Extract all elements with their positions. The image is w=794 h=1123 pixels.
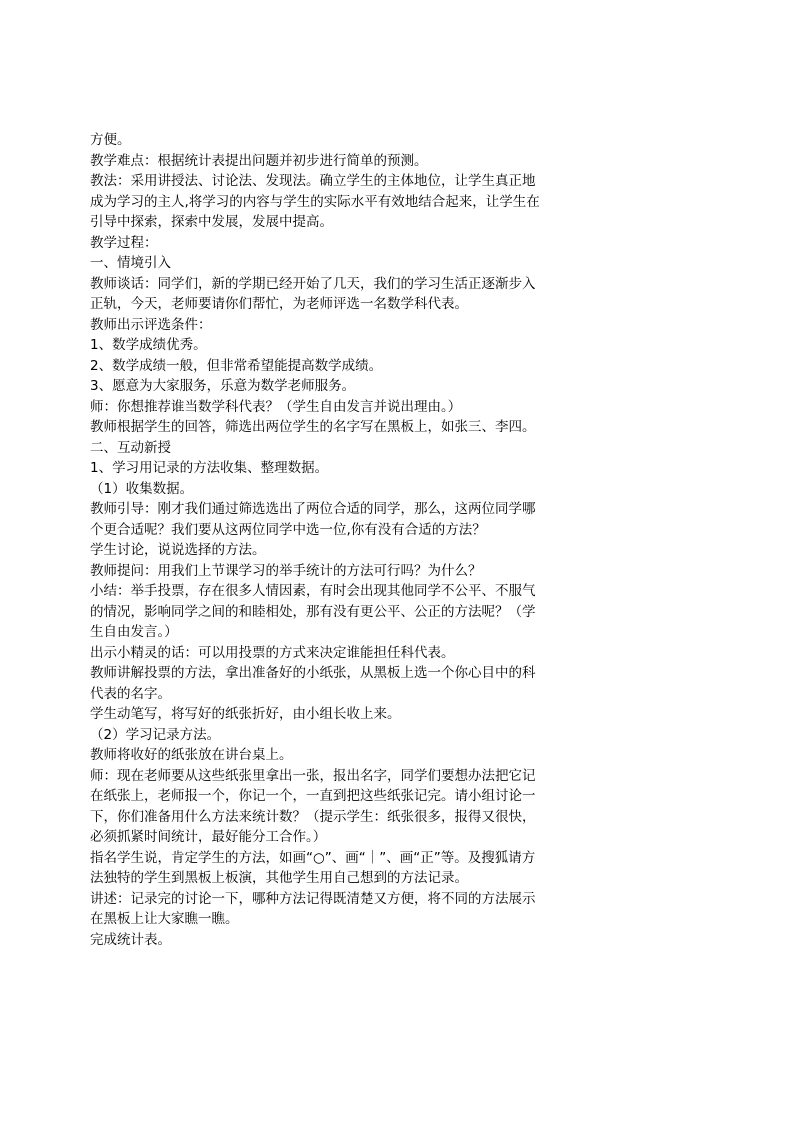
paragraph: 小结：举手投票，存在很多人情因素，有时会出现其他同学不公平、不服气的情况，影响同学之间的和睦相处，那有没有更公平、公正的方法呢？（学生自由发言。） [90, 583, 536, 640]
paragraph: 学生动笔写，将写好的纸张折好，由小组长收上来。 [90, 706, 401, 722]
paragraph: 教师提问：用我们上节课学习的举手统计的方法可行吗？为什么？ [90, 562, 482, 579]
paragraph: 师：你想推荐谁当数学科代表？（学生自由发言并说出理由。） [90, 398, 462, 415]
paragraph: 教师出示评选条件： [90, 316, 212, 333]
paragraph: 完成统计表。 [90, 931, 171, 948]
list-item: 2、数学成绩一般，但非常希望能提高数学成绩。 [90, 357, 383, 374]
paragraph: 讲述：记录完的讨论一下，哪种方法记得既清楚又方便，将不同的方法展示在黑板上让大家瞧一瞧。 [90, 890, 536, 927]
paragraph: 教法：采用讲授法、讨论法、发现法。确立学生的主体地位，让学生真正地成为学习的主人,将学习的内容与学生的实际水平有效地结合起来，让学生在引导中探索，探索中发展，发展中提高。 [90, 173, 540, 230]
paragraph: 指名学生说，肯定学生的方法，如画“○”、画“｜”、画“正”等。及搜狐请方法独特的学生到黑板上板演，其他学生用自己想到的方法记录。 [90, 849, 536, 886]
paragraph: 教师引导：刚才我们通过筛选选出了两位合适的同学，那么，这两位同学哪个更合适呢？我们要从这两位同学中选一位,你有没有合适的方法？ [90, 501, 536, 538]
subsection-heading: （1）收集数据。 [90, 480, 194, 497]
paragraph: 教师谈话：同学们，新的学期已经开始了几天，我们的学习生活正逐渐步入正轨，今天，老师要请你们帮忙，为老师评选一名数学科代表。 [90, 275, 536, 312]
list-item: 1、数学成绩优秀。 [90, 337, 207, 353]
paragraph: 教师将收好的纸张放在讲台桌上。 [90, 747, 293, 763]
subsection-heading: （2）学习记录方法。 [90, 726, 221, 743]
paragraph: 教师讲解投票的方法，拿出准备好的小纸张，从黑板上选一个你心目中的科代表的名字。 [90, 665, 536, 702]
paragraph: 学生讨论，说说选择的方法。 [90, 542, 266, 558]
paragraph: 出示小精灵的话：可以用投票的方式来决定谁能担任科代表。 [90, 644, 455, 661]
paragraph: 教师根据学生的回答，筛选出两位学生的名字写在黑板上，如张三、李四。 [90, 419, 536, 435]
section-heading: 一、情境引入 [90, 255, 171, 271]
paragraph: 方便。 [90, 132, 131, 148]
paragraph: 师：现在老师要从这些纸张里拿出一张，报出名字，同学们要想办法把它记在纸张上，老师报一个，你记一个，一直到把这些纸张记完。请小组讨论一下，你们准备用什么方法来统计数？（提示学生：纸张很多，报得又很快，必须抓紧时间统计，最好能分工合作。） [90, 767, 536, 845]
section-heading: 二、互动新授 [90, 439, 171, 456]
subsection-heading: 1、学习用记录的方法收集、整理数据。 [90, 460, 329, 476]
section-heading: 教学过程： [90, 234, 158, 251]
paragraph: 教学难点：根据统计表提出问题并初步进行简单的预测。 [90, 152, 428, 169]
document-page [90, 130, 540, 950]
list-item: 3、愿意为大家服务，乐意为数学老师服务。 [90, 378, 356, 394]
